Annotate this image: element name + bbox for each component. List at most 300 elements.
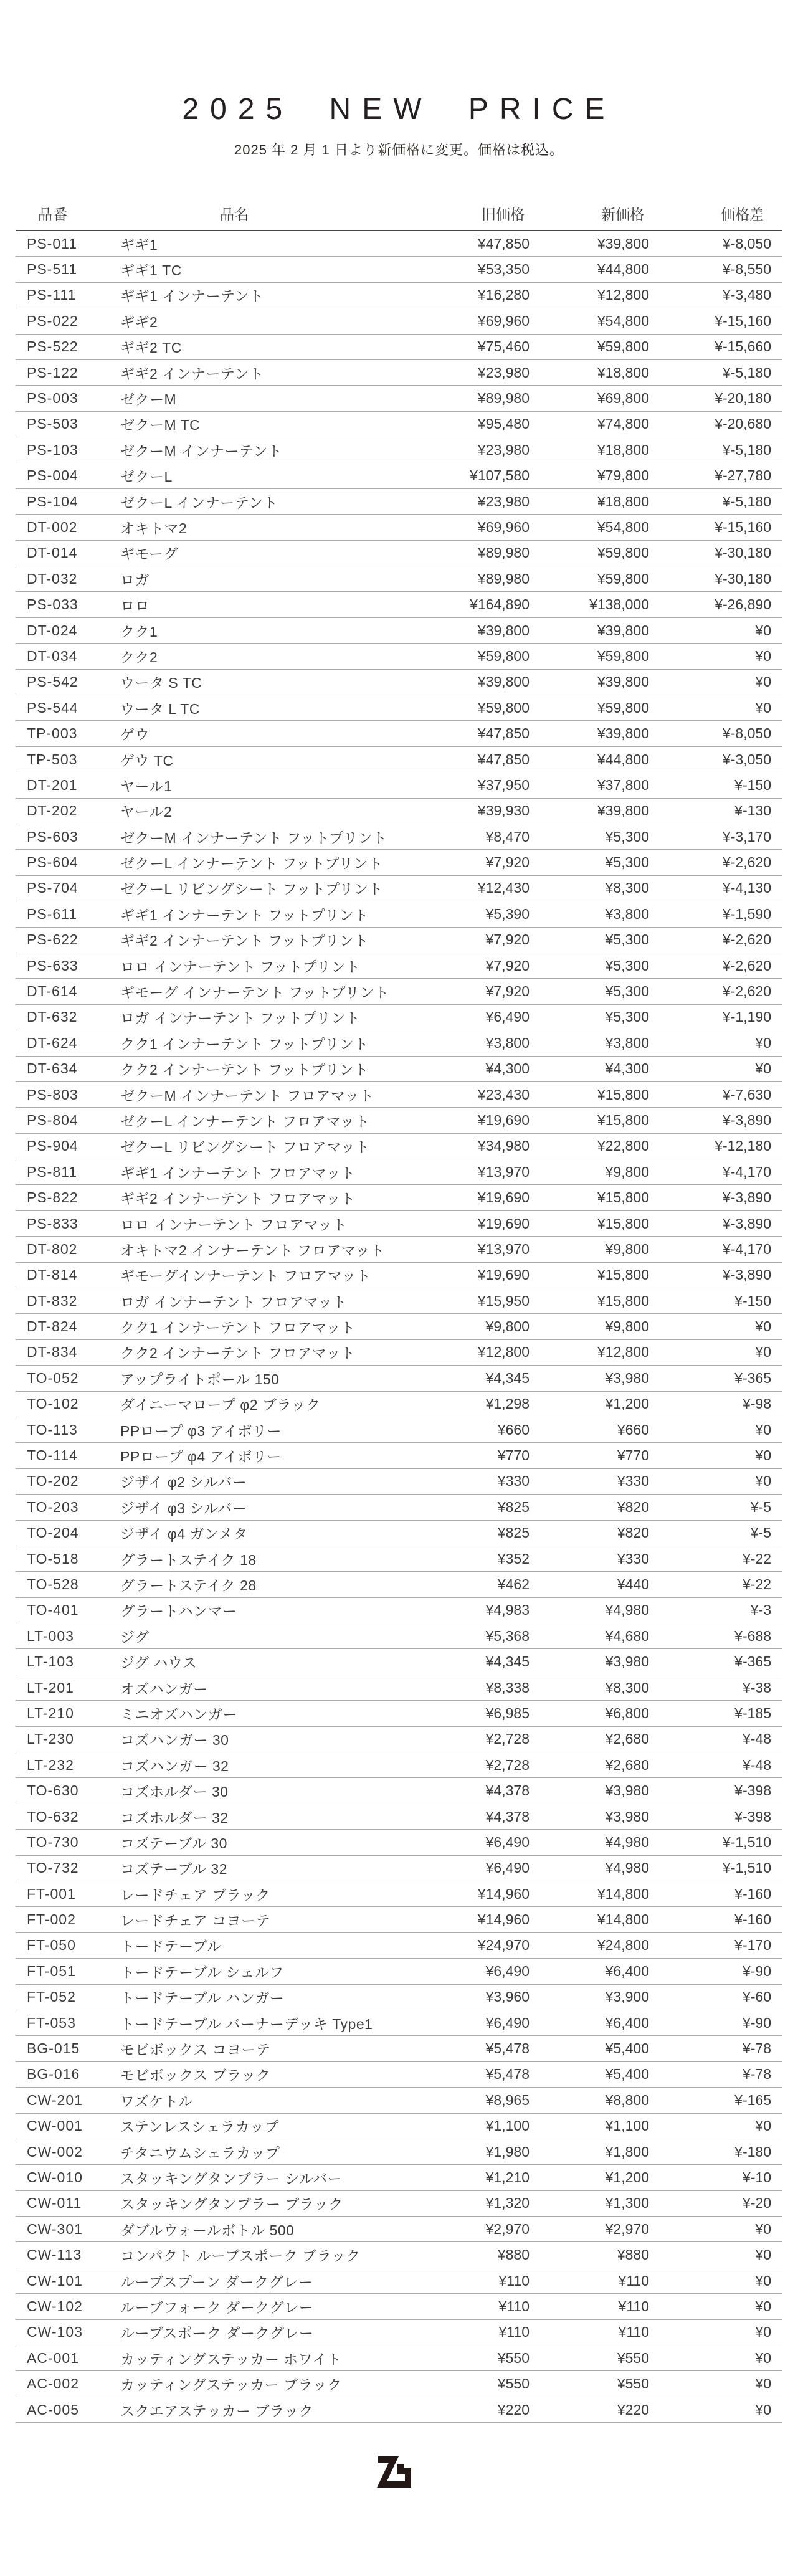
cell-new-price: ¥820 bbox=[617, 1524, 649, 1541]
cell-product-code: DT-632 bbox=[27, 1009, 78, 1025]
table-row bbox=[16, 489, 782, 515]
cell-new-price: ¥3,980 bbox=[605, 1653, 649, 1670]
cell-new-price: ¥14,800 bbox=[597, 1885, 649, 1902]
cell-product-name: クク2 インナーテント フットプリント bbox=[120, 1062, 369, 1078]
cell-product-name: ギギ2 インナーテント フットプリント bbox=[120, 933, 369, 949]
cell-product-name: カッティングステッカー ブラック bbox=[120, 2377, 342, 2393]
cell-old-price: ¥1,298 bbox=[485, 1395, 530, 1412]
cell-product-name: クク2 インナーテント フロアマット bbox=[120, 1345, 356, 1362]
table-row bbox=[16, 1030, 782, 1056]
cell-old-price: ¥550 bbox=[497, 2349, 530, 2366]
cell-product-name: ルーブスポーク ダークグレー bbox=[120, 2325, 314, 2342]
table-row bbox=[16, 1701, 782, 1726]
cell-old-price: ¥330 bbox=[497, 1473, 530, 1490]
cell-new-price: ¥2,680 bbox=[605, 1731, 649, 1747]
cell-new-price: ¥14,800 bbox=[597, 1911, 649, 1928]
cell-price-diff: ¥-60 bbox=[742, 1989, 771, 2005]
cell-product-code: FT-051 bbox=[27, 1962, 76, 1979]
cell-product-code: FT-001 bbox=[27, 1885, 76, 1902]
table-row bbox=[16, 412, 782, 437]
cell-product-name: ルーブフォーク ダークグレー bbox=[120, 2299, 314, 2316]
cell-price-diff: ¥0 bbox=[755, 2349, 771, 2366]
table-row bbox=[16, 2139, 782, 2165]
cell-price-diff: ¥-5,180 bbox=[722, 441, 771, 458]
table-row bbox=[16, 1959, 782, 1984]
cell-product-code: LT-201 bbox=[27, 1679, 74, 1696]
cell-product-code: CW-002 bbox=[27, 2143, 83, 2160]
cell-price-diff: ¥-98 bbox=[742, 1395, 771, 1412]
cell-price-diff: ¥-90 bbox=[742, 1962, 771, 1979]
cell-old-price: ¥39,800 bbox=[477, 622, 530, 639]
cell-product-code: DT-814 bbox=[27, 1267, 78, 1283]
cell-new-price: ¥4,680 bbox=[605, 1627, 649, 1644]
cell-old-price: ¥69,960 bbox=[477, 518, 530, 535]
cell-new-price: ¥15,800 bbox=[597, 1189, 649, 1206]
cell-price-diff: ¥0 bbox=[755, 1473, 771, 1490]
cell-old-price: ¥47,850 bbox=[477, 235, 530, 252]
cell-product-name: チタニウムシェラカップ bbox=[120, 2144, 280, 2161]
cell-product-code: PS-022 bbox=[27, 312, 78, 329]
cell-price-diff: ¥-20,180 bbox=[715, 390, 771, 407]
cell-product-name: ゼクーM TC bbox=[120, 417, 201, 434]
cell-product-name: ルーブスプーン ダークグレー bbox=[120, 2273, 313, 2290]
table-row bbox=[16, 721, 782, 746]
cell-new-price: ¥54,800 bbox=[597, 312, 649, 329]
cell-product-code: DT-002 bbox=[27, 518, 78, 535]
table-row bbox=[16, 257, 782, 282]
cell-product-name: コンパクト ルーブスポーク ブラック bbox=[120, 2248, 361, 2265]
cell-new-price: ¥6,400 bbox=[605, 1962, 649, 1979]
table-row bbox=[16, 979, 782, 1004]
cell-price-diff: ¥-2,620 bbox=[722, 931, 771, 948]
cell-price-diff: ¥-30,180 bbox=[715, 570, 771, 587]
table-row bbox=[16, 283, 782, 308]
cell-old-price: ¥4,378 bbox=[485, 1782, 530, 1799]
cell-product-name: コズテーブル 32 bbox=[120, 1861, 227, 1878]
cell-price-diff: ¥0 bbox=[755, 2298, 771, 2314]
cell-product-code: PS-811 bbox=[27, 1163, 78, 1180]
cell-new-price: ¥44,800 bbox=[597, 261, 649, 278]
cell-price-diff: ¥-22 bbox=[742, 1576, 771, 1592]
cell-old-price: ¥19,690 bbox=[477, 1215, 530, 1232]
table-row bbox=[16, 463, 782, 489]
table-row bbox=[16, 2242, 782, 2268]
cell-product-name: オズハンガー bbox=[120, 1680, 208, 1697]
cell-product-code: TO-102 bbox=[27, 1395, 79, 1412]
cell-new-price: ¥6,400 bbox=[605, 2014, 649, 2031]
cell-price-diff: ¥-4,130 bbox=[722, 880, 771, 896]
cell-product-name: ロガ bbox=[120, 571, 150, 588]
cell-new-price: ¥9,800 bbox=[605, 1240, 649, 1257]
cell-product-name: ダイニーマロープ φ2 ブラック bbox=[120, 1397, 321, 1414]
cell-product-code: PS-904 bbox=[27, 1138, 78, 1154]
cell-new-price: ¥15,800 bbox=[597, 1215, 649, 1232]
cell-product-name: ゲウ TC bbox=[120, 752, 174, 769]
cell-product-name: トードテーブル bbox=[120, 1938, 222, 1955]
cell-product-code: CW-102 bbox=[27, 2298, 83, 2314]
cell-product-code: TO-401 bbox=[27, 1602, 79, 1618]
cell-new-price: ¥1,200 bbox=[605, 1395, 649, 1412]
table-row bbox=[16, 1443, 782, 1468]
cell-product-name: コズホルダー 30 bbox=[120, 1784, 229, 1800]
cell-price-diff: ¥-78 bbox=[742, 2040, 771, 2057]
cell-product-name: オキトマ2 bbox=[120, 520, 188, 536]
cell-old-price: ¥164,890 bbox=[470, 596, 530, 613]
table-body bbox=[16, 231, 782, 2423]
cell-product-name: クク2 bbox=[120, 649, 158, 665]
cell-new-price: ¥39,800 bbox=[597, 802, 649, 819]
cell-old-price: ¥7,920 bbox=[485, 931, 530, 948]
cell-product-code: AC-002 bbox=[27, 2375, 79, 2392]
cell-product-code: PS-804 bbox=[27, 1111, 78, 1128]
table-row bbox=[16, 1572, 782, 1597]
cell-old-price: ¥4,345 bbox=[485, 1653, 530, 1670]
cell-product-name: ゼクーM インナーテント フットプリント bbox=[120, 829, 387, 846]
table-row bbox=[16, 2191, 782, 2217]
cell-new-price: ¥39,800 bbox=[597, 622, 649, 639]
cell-product-name: ゼクーM インナーテント フロアマット bbox=[120, 1087, 374, 1104]
cell-price-diff: ¥0 bbox=[755, 2375, 771, 2392]
table-row bbox=[16, 1598, 782, 1623]
cell-product-code: CW-113 bbox=[27, 2246, 82, 2263]
cell-old-price: ¥59,800 bbox=[477, 699, 530, 716]
cell-old-price: ¥660 bbox=[497, 1421, 530, 1438]
cell-price-diff: ¥-3,890 bbox=[722, 1111, 771, 1128]
cell-product-code: DT-624 bbox=[27, 1034, 78, 1051]
cell-price-diff: ¥-30,180 bbox=[715, 544, 771, 561]
cell-product-name: ゼクーL インナーテント フットプリント bbox=[120, 855, 383, 872]
cell-product-name: スタッキングタンブラー シルバー bbox=[120, 2170, 343, 2187]
table-row bbox=[16, 360, 782, 386]
cell-new-price: ¥4,980 bbox=[605, 1602, 649, 1618]
cell-old-price: ¥16,280 bbox=[477, 287, 530, 303]
cell-product-code: PS-522 bbox=[27, 338, 78, 355]
cell-new-price: ¥1,300 bbox=[605, 2195, 649, 2212]
cell-old-price: ¥23,980 bbox=[477, 441, 530, 458]
cell-old-price: ¥23,980 bbox=[477, 364, 530, 381]
cell-product-code: CW-001 bbox=[27, 2117, 83, 2134]
cell-price-diff: ¥-2,620 bbox=[722, 983, 771, 1000]
col-header-old-price: 旧価格 bbox=[482, 206, 525, 222]
cell-product-name: ウータ L TC bbox=[120, 700, 200, 717]
table-row bbox=[16, 850, 782, 875]
table-row bbox=[16, 1263, 782, 1288]
cell-new-price: ¥8,300 bbox=[605, 1679, 649, 1696]
cell-product-name: アップライトポール 150 bbox=[120, 1371, 280, 1387]
table-row bbox=[16, 824, 782, 850]
cell-old-price: ¥47,850 bbox=[477, 751, 530, 768]
cell-price-diff: ¥-365 bbox=[734, 1653, 771, 1670]
cell-price-diff: ¥-365 bbox=[734, 1369, 771, 1386]
cell-old-price: ¥9,800 bbox=[485, 1318, 530, 1335]
cell-product-code: PS-104 bbox=[27, 493, 78, 510]
table-row bbox=[16, 2010, 782, 2036]
cell-old-price: ¥8,965 bbox=[485, 2091, 530, 2108]
table-row bbox=[16, 2345, 782, 2371]
cell-product-code: DT-201 bbox=[27, 776, 78, 793]
cell-product-code: BG-016 bbox=[27, 2066, 80, 2083]
cell-old-price: ¥24,970 bbox=[477, 1937, 530, 1954]
cell-new-price: ¥39,800 bbox=[597, 725, 649, 742]
cell-new-price: ¥3,980 bbox=[605, 1782, 649, 1799]
cell-price-diff: ¥0 bbox=[755, 622, 771, 639]
cell-product-name: ギギ1 TC bbox=[120, 262, 182, 279]
table-row bbox=[16, 1933, 782, 1959]
table-row bbox=[16, 1752, 782, 1778]
cell-new-price: ¥4,980 bbox=[605, 1860, 649, 1876]
cell-price-diff: ¥-20 bbox=[742, 2195, 771, 2212]
cell-price-diff: ¥-165 bbox=[734, 2091, 771, 2108]
cell-new-price: ¥39,800 bbox=[597, 673, 649, 690]
table-row bbox=[16, 2062, 782, 2088]
cell-price-diff: ¥0 bbox=[755, 647, 771, 664]
cell-product-name: グラートハンマー bbox=[120, 1603, 237, 1620]
cell-old-price: ¥5,478 bbox=[485, 2040, 530, 2057]
cell-product-name: スクエアステッカー ブラック bbox=[120, 2402, 314, 2419]
table-row bbox=[16, 1417, 782, 1443]
table-row bbox=[16, 2320, 782, 2345]
cell-new-price: ¥3,980 bbox=[605, 1369, 649, 1386]
cell-old-price: ¥107,580 bbox=[470, 467, 530, 484]
col-header-new-price: 新価格 bbox=[601, 206, 644, 222]
cell-new-price: ¥220 bbox=[617, 2401, 649, 2418]
cell-new-price: ¥8,800 bbox=[605, 2091, 649, 2108]
cell-new-price: ¥22,800 bbox=[597, 1138, 649, 1154]
cell-new-price: ¥1,800 bbox=[605, 2143, 649, 2160]
cell-price-diff: ¥0 bbox=[755, 2324, 771, 2341]
cell-product-code: DT-034 bbox=[27, 647, 78, 664]
cell-product-code: TO-052 bbox=[27, 1369, 79, 1386]
cell-product-code: PS-004 bbox=[27, 467, 78, 484]
cell-old-price: ¥39,930 bbox=[477, 802, 530, 819]
cell-product-name: トードテーブル ハンガー bbox=[120, 1990, 285, 2007]
cell-price-diff: ¥-398 bbox=[734, 1808, 771, 1825]
cell-old-price: ¥110 bbox=[498, 2324, 530, 2341]
cell-new-price: ¥39,800 bbox=[597, 235, 649, 252]
cell-new-price: ¥3,900 bbox=[605, 1989, 649, 2005]
cell-product-code: PS-803 bbox=[27, 1086, 78, 1103]
cell-product-code: TO-113 bbox=[27, 1421, 78, 1438]
cell-price-diff: ¥-5 bbox=[750, 1524, 771, 1541]
cell-price-diff: ¥0 bbox=[755, 1344, 771, 1361]
cell-old-price: ¥825 bbox=[497, 1524, 530, 1541]
page-subtitle: 2025 年 2 月 1 日より新価格に変更。価格は税込。 bbox=[234, 142, 564, 158]
cell-product-name: ギギ2 インナーテント bbox=[120, 365, 264, 382]
cell-price-diff: ¥-1,510 bbox=[722, 1833, 771, 1850]
cell-new-price: ¥37,800 bbox=[597, 776, 649, 793]
cell-new-price: ¥9,800 bbox=[605, 1318, 649, 1335]
cell-new-price: ¥59,800 bbox=[597, 338, 649, 355]
cell-product-name: トードテーブル シェルフ bbox=[120, 1964, 284, 1980]
cell-product-code: PS-103 bbox=[27, 441, 78, 458]
table-row bbox=[16, 1623, 782, 1649]
cell-product-code: PS-011 bbox=[27, 235, 78, 252]
cell-product-code: TO-528 bbox=[27, 1576, 79, 1592]
cell-price-diff: ¥-10 bbox=[742, 2169, 771, 2185]
cell-product-code: LT-210 bbox=[27, 1704, 74, 1721]
table-row bbox=[16, 1288, 782, 1314]
cell-price-diff: ¥-4,170 bbox=[722, 1163, 771, 1180]
table-row bbox=[16, 1366, 782, 1391]
cell-old-price: ¥5,390 bbox=[485, 905, 530, 922]
cell-product-code: BG-015 bbox=[27, 2040, 80, 2057]
cell-new-price: ¥5,300 bbox=[605, 983, 649, 1000]
cell-product-code: DT-824 bbox=[27, 1318, 78, 1335]
cell-product-code: PS-704 bbox=[27, 880, 78, 896]
table-row bbox=[16, 1134, 782, 1159]
cell-old-price: ¥352 bbox=[497, 1550, 530, 1567]
cell-product-name: コズホルダー 32 bbox=[120, 1809, 229, 1826]
cell-price-diff: ¥-22 bbox=[742, 1550, 771, 1567]
table-row bbox=[16, 2371, 782, 2397]
cell-new-price: ¥12,800 bbox=[597, 1344, 649, 1361]
cell-product-name: ギギ1 インナーテント フットプリント bbox=[120, 906, 369, 923]
table-row bbox=[16, 1108, 782, 1133]
cell-product-name: ギギ2 TC bbox=[120, 340, 182, 356]
cell-price-diff: ¥-688 bbox=[734, 1627, 771, 1644]
cell-old-price: ¥6,490 bbox=[485, 1833, 530, 1850]
table-row bbox=[16, 1005, 782, 1030]
cell-product-code: FT-002 bbox=[27, 1911, 76, 1928]
cell-product-code: PS-622 bbox=[27, 931, 78, 948]
table-row bbox=[16, 566, 782, 592]
cell-old-price: ¥550 bbox=[497, 2375, 530, 2392]
cell-old-price: ¥2,728 bbox=[485, 1756, 530, 1773]
cell-new-price: ¥15,800 bbox=[597, 1111, 649, 1128]
cell-price-diff: ¥-398 bbox=[734, 1782, 771, 1799]
cell-product-code: TP-003 bbox=[27, 725, 78, 742]
table-row bbox=[16, 1521, 782, 1546]
cell-old-price: ¥6,490 bbox=[485, 2014, 530, 2031]
table-row bbox=[16, 1211, 782, 1237]
cell-product-code: PS-544 bbox=[27, 699, 78, 716]
table-row bbox=[16, 1082, 782, 1108]
cell-product-name: ゼクーM インナーテント bbox=[120, 442, 283, 459]
cell-product-code: CW-201 bbox=[27, 2091, 83, 2108]
cell-price-diff: ¥-26,890 bbox=[715, 596, 771, 613]
cell-new-price: ¥12,800 bbox=[597, 287, 649, 303]
table-row bbox=[16, 1778, 782, 1804]
cell-price-diff: ¥-3 bbox=[750, 1602, 771, 1618]
cell-old-price: ¥47,850 bbox=[477, 725, 530, 742]
cell-product-code: PS-503 bbox=[27, 416, 78, 432]
table-row bbox=[16, 1675, 782, 1701]
cell-price-diff: ¥-3,890 bbox=[722, 1267, 771, 1283]
cell-product-name: ロロ インナーテント フロアマット bbox=[120, 1216, 348, 1233]
cell-product-name: ヤール2 bbox=[120, 804, 173, 820]
cell-product-code: DT-802 bbox=[27, 1240, 78, 1257]
table-row bbox=[16, 1830, 782, 1855]
cell-product-code: TO-202 bbox=[27, 1473, 79, 1490]
cell-price-diff: ¥-180 bbox=[734, 2143, 771, 2160]
cell-product-name: ゼクーL リビングシート フロアマット bbox=[120, 1139, 370, 1156]
table-row bbox=[16, 1856, 782, 1881]
cell-product-name: ギモーグ インナーテント フットプリント bbox=[120, 984, 389, 1001]
table-row bbox=[16, 2294, 782, 2319]
table-row bbox=[16, 799, 782, 824]
cell-price-diff: ¥0 bbox=[755, 673, 771, 690]
cell-old-price: ¥1,320 bbox=[485, 2195, 530, 2212]
cell-product-code: TO-632 bbox=[27, 1808, 79, 1825]
cell-old-price: ¥2,728 bbox=[485, 1731, 530, 1747]
cell-old-price: ¥13,970 bbox=[477, 1240, 530, 1257]
cell-old-price: ¥7,920 bbox=[485, 983, 530, 1000]
cell-new-price: ¥110 bbox=[618, 2298, 649, 2314]
cell-price-diff: ¥0 bbox=[755, 2246, 771, 2263]
table-row bbox=[16, 901, 782, 927]
cell-product-code: FT-053 bbox=[27, 2014, 76, 2031]
cell-price-diff: ¥-8,050 bbox=[722, 725, 771, 742]
cell-product-code: TO-518 bbox=[27, 1550, 79, 1567]
zn-zigzag-logo bbox=[375, 2456, 424, 2488]
cell-product-code: CW-103 bbox=[27, 2324, 83, 2341]
cell-price-diff: ¥-27,780 bbox=[715, 467, 771, 484]
table-row bbox=[16, 541, 782, 566]
cell-product-code: AC-001 bbox=[27, 2349, 79, 2366]
cell-product-code: DT-032 bbox=[27, 570, 78, 587]
table-row bbox=[16, 1237, 782, 1262]
cell-price-diff: ¥-90 bbox=[742, 2014, 771, 2031]
cell-price-diff: ¥-185 bbox=[734, 1704, 771, 1721]
cell-old-price: ¥220 bbox=[497, 2401, 530, 2418]
cell-old-price: ¥3,960 bbox=[485, 1989, 530, 2005]
table-row bbox=[16, 1057, 782, 1082]
cell-product-code: PS-511 bbox=[27, 261, 78, 278]
cell-product-name: ギモーグ bbox=[120, 546, 179, 563]
cell-product-name: ギギ1 インナーテント bbox=[120, 288, 264, 305]
cell-new-price: ¥2,970 bbox=[605, 2220, 649, 2237]
cell-new-price: ¥550 bbox=[617, 2375, 649, 2392]
cell-new-price: ¥59,800 bbox=[597, 570, 649, 587]
cell-old-price: ¥2,970 bbox=[485, 2220, 530, 2237]
cell-new-price: ¥4,980 bbox=[605, 1833, 649, 1850]
cell-old-price: ¥14,960 bbox=[477, 1911, 530, 1928]
cell-product-name: ゼクーM bbox=[120, 391, 177, 408]
cell-price-diff: ¥-8,050 bbox=[722, 235, 771, 252]
cell-old-price: ¥880 bbox=[497, 2246, 530, 2263]
cell-product-code: PS-633 bbox=[27, 957, 78, 974]
cell-price-diff: ¥0 bbox=[755, 1060, 771, 1077]
cell-product-code: CW-011 bbox=[27, 2195, 82, 2212]
cell-new-price: ¥15,800 bbox=[597, 1086, 649, 1103]
table-row bbox=[16, 1546, 782, 1572]
cell-new-price: ¥770 bbox=[617, 1447, 649, 1464]
cell-product-name: グラートステイク 18 bbox=[120, 1551, 257, 1568]
table-row bbox=[16, 1495, 782, 1520]
cell-price-diff: ¥-3,890 bbox=[722, 1215, 771, 1232]
cell-old-price: ¥59,800 bbox=[477, 647, 530, 664]
cell-product-name: グラートステイク 28 bbox=[120, 1577, 257, 1594]
cell-old-price: ¥23,430 bbox=[477, 1086, 530, 1103]
table-row bbox=[16, 2088, 782, 2113]
cell-new-price: ¥5,400 bbox=[605, 2040, 649, 2057]
cell-old-price: ¥770 bbox=[497, 1447, 530, 1464]
cell-product-code: PS-822 bbox=[27, 1189, 78, 1206]
cell-product-name: オキトマ2 インナーテント フロアマット bbox=[120, 1242, 385, 1258]
cell-old-price: ¥6,490 bbox=[485, 1962, 530, 1979]
cell-product-code: CW-301 bbox=[27, 2220, 83, 2237]
table-row bbox=[16, 670, 782, 695]
cell-old-price: ¥19,690 bbox=[477, 1189, 530, 1206]
table-row bbox=[16, 1881, 782, 1907]
cell-product-code: DT-202 bbox=[27, 802, 78, 819]
cell-product-code: LT-003 bbox=[27, 1627, 74, 1644]
cell-price-diff: ¥-1,590 bbox=[722, 905, 771, 922]
cell-product-name: トードテーブル バーナーデッキ Type1 bbox=[120, 2015, 373, 2032]
cell-old-price: ¥37,950 bbox=[477, 776, 530, 793]
cell-product-name: レードチェア ブラック bbox=[120, 1886, 270, 1903]
col-header-code: 品番 bbox=[38, 206, 68, 222]
